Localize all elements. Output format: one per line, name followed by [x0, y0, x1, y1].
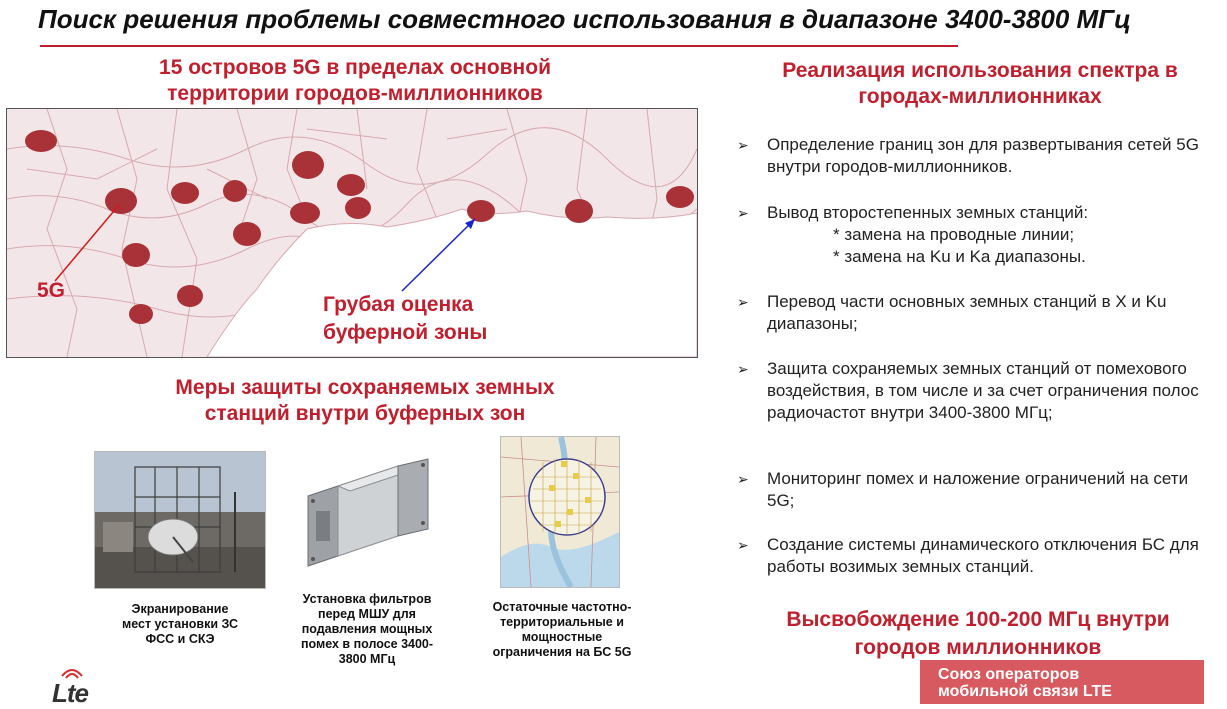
- badge-line2: мобильной связи LTE: [938, 683, 1112, 700]
- bullet-text: Вывод второстепенных земных станций:: [767, 203, 1089, 222]
- protection-heading-line2: станций внутри буферных зон: [204, 402, 526, 425]
- caption-shielding: [90, 602, 270, 647]
- caption-restrictions: [472, 600, 652, 660]
- caption-filter: [282, 592, 452, 667]
- protection-heading-line1: Меры защиты сохраняемых земных: [175, 376, 555, 399]
- right-heading-line2: городах-миллионниках: [858, 85, 1102, 108]
- 5g-pointer: [55, 205, 119, 281]
- russia-map: [6, 108, 698, 358]
- arrow-bullet-icon: ➢: [737, 471, 749, 487]
- badge-line1: Союз операторов: [938, 666, 1080, 683]
- island-1: [25, 130, 57, 152]
- bullet-subitem: * замена на Ku и Ka диапазоны.: [833, 247, 1086, 266]
- label-5g: 5G: [37, 279, 66, 302]
- caption-line: мощностные: [521, 630, 603, 644]
- protection-heading: [100, 375, 630, 427]
- island-8: [345, 197, 371, 219]
- bullet-text: Определение границ зон для развертывания сетей 5G внутри городов-миллионников.: [767, 135, 1199, 176]
- map-heading: [70, 55, 640, 107]
- footer-badge: [920, 660, 1204, 704]
- conclusion-line2: городов миллионников: [854, 636, 1102, 659]
- bullet-text: Создание системы динамического отключения БС для работы возимых земных станций.: [767, 535, 1199, 576]
- caption-line: подавления мощных: [301, 622, 433, 636]
- island-11: [177, 285, 203, 307]
- bullet-text: Перевод части основных земных станций в X и Ku диапазоны;: [767, 292, 1167, 333]
- arrow-bullet-icon: ➢: [737, 137, 749, 153]
- caption-line: помех в полосе 3400-: [300, 637, 434, 651]
- island-3: [171, 182, 199, 204]
- island-4: [223, 180, 247, 202]
- caption-line: мест установки ЗС: [121, 617, 239, 631]
- right-heading-line1: Реализация использования спектра в: [782, 59, 1178, 82]
- caption-line: Остаточные частотно-: [492, 600, 632, 614]
- caption-line: территориальные и: [500, 615, 624, 629]
- island-15: [666, 186, 694, 208]
- island-7: [290, 202, 320, 224]
- arrow-bullet-icon: ➢: [737, 294, 749, 310]
- island-9: [233, 222, 261, 246]
- bullet-text: Мониторинг помех и наложение ограничений на сети 5G;: [767, 469, 1189, 510]
- island-12: [129, 304, 153, 324]
- island-2: [105, 188, 137, 214]
- caption-line: ФСС и СКЭ: [145, 632, 215, 646]
- caption-line: 3800 МГц: [338, 652, 396, 666]
- right-heading: [735, 58, 1225, 110]
- island-6: [337, 174, 365, 196]
- lte-logo: Lte: [52, 678, 88, 708]
- page-title: Поиск решения проблемы совместного использования в диапазоне 3400-3800 МГц: [38, 4, 1131, 34]
- conclusion-text: [748, 606, 1208, 662]
- map-heading-line1: 15 островов 5G в пределах основной: [159, 56, 551, 79]
- arrow-bullet-icon: ➢: [737, 537, 749, 553]
- map-heading-line2: территории городов-миллионников: [167, 82, 543, 105]
- arrow-bullet-icon: ➢: [737, 361, 749, 377]
- island-13: [467, 200, 495, 222]
- bullet-text: Защита сохраняемых земных станций от помехового воздействия, в том числе и за счет ограничения полос радиочастот внутри 3400-3800 МГц;: [767, 359, 1199, 422]
- caption-line: Экранирование: [131, 602, 229, 616]
- caption-line: Установка фильтров: [302, 592, 432, 606]
- shielded-antenna-photo: [94, 451, 266, 589]
- waveguide-filter-photo: [298, 451, 438, 591]
- label-buffer-zone: [323, 291, 487, 347]
- title-underline: [40, 45, 958, 47]
- island-5: [292, 151, 324, 179]
- label-buffer-line1: Грубая оценка: [323, 293, 474, 316]
- label-buffer-line2: буферной зоны: [323, 321, 488, 344]
- arrow-bullet-icon: ➢: [737, 205, 749, 221]
- caption-line: перед МШУ для: [318, 607, 416, 621]
- island-10: [122, 243, 150, 267]
- bullet-subitem: * замена на проводные линии;: [833, 225, 1075, 244]
- restriction-map-photo: [500, 436, 620, 588]
- conclusion-line1: Высвобождение 100-200 МГц внутри: [786, 608, 1170, 631]
- island-14: [565, 199, 593, 223]
- caption-line: ограничения на БС 5G: [492, 645, 632, 659]
